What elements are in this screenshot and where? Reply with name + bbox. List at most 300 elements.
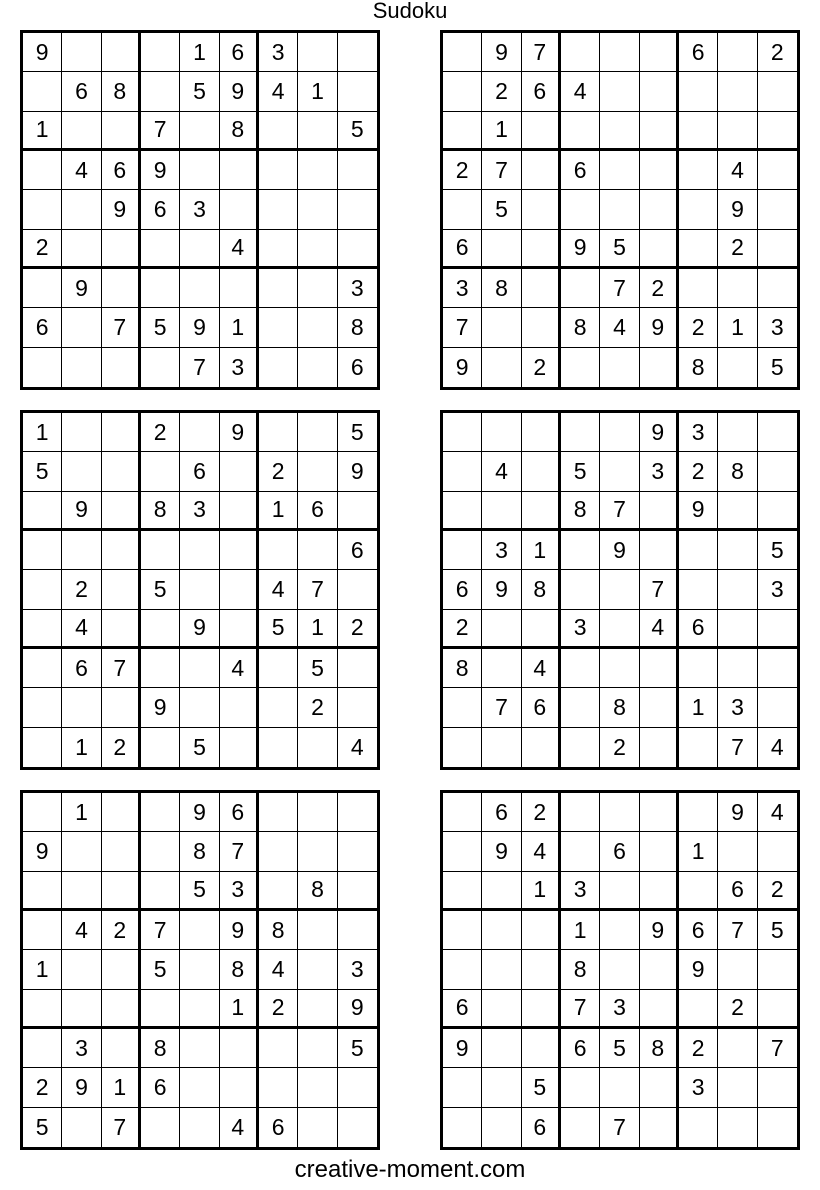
sudoku-cell[interactable]: 6 [679, 610, 718, 649]
sudoku-cell[interactable] [62, 872, 101, 911]
sudoku-cell[interactable] [679, 72, 718, 111]
sudoku-cell[interactable] [298, 230, 337, 269]
sudoku-cell[interactable]: 5 [600, 230, 639, 269]
sudoku-cell[interactable] [600, 793, 639, 832]
sudoku-cell[interactable]: 2 [338, 610, 377, 649]
sudoku-cell[interactable]: 8 [482, 269, 521, 308]
sudoku-cell[interactable] [180, 112, 219, 151]
sudoku-cell[interactable] [62, 990, 101, 1029]
sudoku-cell[interactable]: 1 [23, 413, 62, 452]
sudoku-cell[interactable] [482, 230, 521, 269]
sudoku-cell[interactable] [522, 452, 561, 491]
sudoku-cell[interactable] [522, 112, 561, 151]
sudoku-cell[interactable]: 8 [600, 688, 639, 727]
sudoku-cell[interactable] [679, 649, 718, 688]
sudoku-cell[interactable] [220, 728, 259, 767]
sudoku-cell[interactable] [338, 1068, 377, 1107]
sudoku-cell[interactable] [758, 990, 797, 1029]
sudoku-cell[interactable] [220, 452, 259, 491]
sudoku-cell[interactable] [102, 269, 141, 308]
sudoku-cell[interactable]: 9 [640, 911, 679, 950]
sudoku-cell[interactable] [522, 911, 561, 950]
sudoku-cell[interactable] [482, 413, 521, 452]
sudoku-cell[interactable] [62, 230, 101, 269]
sudoku-cell[interactable]: 6 [141, 190, 180, 229]
sudoku-cell[interactable] [180, 413, 219, 452]
sudoku-cell[interactable] [443, 452, 482, 491]
sudoku-cell[interactable]: 3 [220, 348, 259, 387]
sudoku-cell[interactable] [600, 610, 639, 649]
sudoku-cell[interactable]: 1 [259, 492, 298, 531]
sudoku-cell[interactable]: 7 [298, 570, 337, 609]
sudoku-cell[interactable] [220, 610, 259, 649]
sudoku-cell[interactable] [679, 990, 718, 1029]
sudoku-cell[interactable]: 5 [180, 872, 219, 911]
sudoku-cell[interactable] [522, 990, 561, 1029]
sudoku-cell[interactable] [482, 308, 521, 347]
sudoku-cell[interactable] [180, 230, 219, 269]
sudoku-cell[interactable]: 6 [298, 492, 337, 531]
sudoku-cell[interactable]: 1 [298, 610, 337, 649]
sudoku-cell[interactable] [259, 531, 298, 570]
sudoku-cell[interactable] [522, 492, 561, 531]
sudoku-cell[interactable]: 3 [561, 610, 600, 649]
sudoku-cell[interactable] [718, 1108, 757, 1147]
sudoku-cell[interactable] [259, 348, 298, 387]
sudoku-cell[interactable]: 5 [338, 413, 377, 452]
sudoku-cell[interactable]: 6 [259, 1108, 298, 1147]
sudoku-cell[interactable] [338, 230, 377, 269]
sudoku-cell[interactable]: 7 [443, 308, 482, 347]
sudoku-cell[interactable] [482, 872, 521, 911]
sudoku-cell[interactable]: 6 [180, 452, 219, 491]
sudoku-cell[interactable]: 6 [679, 911, 718, 950]
sudoku-cell[interactable]: 9 [443, 1029, 482, 1068]
sudoku-cell[interactable] [758, 190, 797, 229]
sudoku-cell[interactable] [259, 688, 298, 727]
sudoku-cell[interactable] [561, 112, 600, 151]
sudoku-cell[interactable] [679, 1108, 718, 1147]
sudoku-cell[interactable]: 6 [23, 308, 62, 347]
sudoku-cell[interactable] [298, 348, 337, 387]
sudoku-cell[interactable]: 6 [522, 688, 561, 727]
sudoku-cell[interactable] [141, 33, 180, 72]
sudoku-cell[interactable] [259, 872, 298, 911]
sudoku-cell[interactable] [298, 269, 337, 308]
sudoku-cell[interactable] [443, 112, 482, 151]
sudoku-cell[interactable] [718, 610, 757, 649]
sudoku-cell[interactable] [522, 269, 561, 308]
sudoku-cell[interactable]: 3 [338, 269, 377, 308]
sudoku-cell[interactable]: 8 [220, 112, 259, 151]
sudoku-cell[interactable]: 8 [561, 308, 600, 347]
sudoku-cell[interactable]: 2 [259, 990, 298, 1029]
sudoku-cell[interactable]: 5 [141, 308, 180, 347]
sudoku-cell[interactable]: 3 [561, 872, 600, 911]
sudoku-cell[interactable]: 1 [522, 872, 561, 911]
sudoku-cell[interactable]: 4 [522, 832, 561, 871]
sudoku-cell[interactable] [102, 610, 141, 649]
sudoku-cell[interactable] [758, 112, 797, 151]
sudoku-cell[interactable]: 2 [443, 151, 482, 190]
sudoku-cell[interactable] [561, 570, 600, 609]
sudoku-cell[interactable] [482, 348, 521, 387]
sudoku-cell[interactable]: 5 [141, 950, 180, 989]
sudoku-cell[interactable] [220, 190, 259, 229]
sudoku-cell[interactable] [758, 1108, 797, 1147]
sudoku-cell[interactable]: 2 [23, 1068, 62, 1107]
sudoku-cell[interactable] [180, 570, 219, 609]
sudoku-cell[interactable]: 7 [102, 1108, 141, 1147]
sudoku-cell[interactable]: 1 [679, 832, 718, 871]
sudoku-cell[interactable]: 9 [180, 610, 219, 649]
sudoku-cell[interactable] [298, 112, 337, 151]
sudoku-cell[interactable]: 6 [102, 151, 141, 190]
sudoku-cell[interactable] [679, 190, 718, 229]
sudoku-cell[interactable] [298, 33, 337, 72]
sudoku-cell[interactable] [561, 269, 600, 308]
sudoku-cell[interactable]: 2 [679, 308, 718, 347]
sudoku-cell[interactable]: 3 [259, 33, 298, 72]
sudoku-cell[interactable] [718, 649, 757, 688]
sudoku-cell[interactable] [62, 832, 101, 871]
sudoku-cell[interactable]: 9 [338, 452, 377, 491]
sudoku-cell[interactable]: 7 [220, 832, 259, 871]
sudoku-cell[interactable] [102, 112, 141, 151]
sudoku-cell[interactable] [180, 531, 219, 570]
sudoku-cell[interactable]: 1 [522, 531, 561, 570]
sudoku-cell[interactable]: 4 [62, 151, 101, 190]
sudoku-cell[interactable] [718, 269, 757, 308]
sudoku-cell[interactable] [62, 190, 101, 229]
sudoku-cell[interactable] [338, 832, 377, 871]
sudoku-cell[interactable] [23, 151, 62, 190]
sudoku-cell[interactable] [443, 492, 482, 531]
sudoku-cell[interactable]: 4 [758, 793, 797, 832]
sudoku-cell[interactable] [102, 348, 141, 387]
sudoku-cell[interactable] [443, 832, 482, 871]
sudoku-cell[interactable] [180, 649, 219, 688]
sudoku-cell[interactable]: 1 [679, 688, 718, 727]
sudoku-cell[interactable]: 2 [102, 911, 141, 950]
sudoku-cell[interactable]: 5 [180, 72, 219, 111]
sudoku-cell[interactable] [443, 728, 482, 767]
sudoku-cell[interactable]: 8 [259, 911, 298, 950]
sudoku-cell[interactable]: 7 [482, 688, 521, 727]
sudoku-cell[interactable]: 9 [679, 492, 718, 531]
sudoku-cell[interactable]: 4 [220, 649, 259, 688]
sudoku-cell[interactable]: 9 [561, 230, 600, 269]
sudoku-cell[interactable] [640, 531, 679, 570]
sudoku-cell[interactable] [220, 1068, 259, 1107]
sudoku-cell[interactable] [640, 1108, 679, 1147]
sudoku-cell[interactable] [141, 872, 180, 911]
sudoku-cell[interactable] [23, 190, 62, 229]
sudoku-cell[interactable] [141, 793, 180, 832]
sudoku-cell[interactable] [758, 950, 797, 989]
sudoku-cell[interactable] [718, 1029, 757, 1068]
sudoku-cell[interactable]: 7 [718, 728, 757, 767]
sudoku-cell[interactable]: 6 [443, 570, 482, 609]
sudoku-cell[interactable] [640, 190, 679, 229]
sudoku-cell[interactable] [443, 911, 482, 950]
sudoku-cell[interactable]: 9 [62, 269, 101, 308]
sudoku-cell[interactable] [600, 649, 639, 688]
sudoku-cell[interactable]: 9 [180, 793, 219, 832]
sudoku-cell[interactable] [640, 72, 679, 111]
sudoku-cell[interactable] [758, 832, 797, 871]
sudoku-cell[interactable] [62, 308, 101, 347]
sudoku-cell[interactable] [259, 413, 298, 452]
sudoku-cell[interactable] [718, 72, 757, 111]
sudoku-cell[interactable] [259, 269, 298, 308]
sudoku-cell[interactable]: 3 [679, 1068, 718, 1107]
sudoku-cell[interactable] [141, 610, 180, 649]
sudoku-cell[interactable] [23, 1029, 62, 1068]
sudoku-cell[interactable]: 7 [141, 911, 180, 950]
sudoku-cell[interactable]: 1 [23, 950, 62, 989]
sudoku-cell[interactable] [522, 190, 561, 229]
sudoku-cell[interactable]: 9 [718, 190, 757, 229]
sudoku-cell[interactable] [679, 793, 718, 832]
sudoku-cell[interactable] [561, 728, 600, 767]
sudoku-cell[interactable]: 4 [62, 911, 101, 950]
sudoku-cell[interactable] [482, 950, 521, 989]
sudoku-cell[interactable] [640, 728, 679, 767]
sudoku-cell[interactable] [23, 570, 62, 609]
sudoku-cell[interactable] [718, 413, 757, 452]
sudoku-cell[interactable]: 8 [522, 570, 561, 609]
sudoku-cell[interactable]: 4 [482, 452, 521, 491]
sudoku-cell[interactable]: 3 [338, 950, 377, 989]
sudoku-cell[interactable]: 7 [600, 492, 639, 531]
sudoku-cell[interactable]: 4 [259, 570, 298, 609]
sudoku-cell[interactable] [338, 72, 377, 111]
sudoku-cell[interactable] [758, 452, 797, 491]
sudoku-cell[interactable] [23, 793, 62, 832]
sudoku-cell[interactable]: 5 [600, 1029, 639, 1068]
sudoku-cell[interactable]: 8 [679, 348, 718, 387]
sudoku-cell[interactable] [640, 832, 679, 871]
sudoku-cell[interactable]: 4 [350, 733, 364, 760]
sudoku-cell[interactable] [102, 688, 141, 727]
sudoku-cell[interactable] [482, 728, 521, 767]
sudoku-cell[interactable] [443, 72, 482, 111]
sudoku-cell[interactable]: 6 [443, 990, 482, 1029]
sudoku-cell[interactable]: 3 [600, 990, 639, 1029]
sudoku-cell[interactable] [23, 269, 62, 308]
sudoku-cell[interactable] [259, 308, 298, 347]
sudoku-cell[interactable] [679, 151, 718, 190]
sudoku-cell[interactable]: 9 [62, 492, 101, 531]
sudoku-cell[interactable]: 1 [561, 911, 600, 950]
sudoku-cell[interactable] [443, 1108, 482, 1147]
sudoku-cell[interactable] [758, 649, 797, 688]
sudoku-cell[interactable]: 9 [141, 151, 180, 190]
sudoku-cell[interactable]: 8 [141, 1029, 180, 1068]
sudoku-cell[interactable] [718, 1068, 757, 1107]
sudoku-cell[interactable] [482, 911, 521, 950]
sudoku-cell[interactable]: 1 [62, 793, 101, 832]
sudoku-cell[interactable]: 6 [679, 33, 718, 72]
sudoku-cell[interactable] [220, 688, 259, 727]
sudoku-cell[interactable] [259, 230, 298, 269]
sudoku-cell[interactable]: 2 [141, 413, 180, 452]
sudoku-cell[interactable] [758, 72, 797, 111]
sudoku-cell[interactable] [180, 151, 219, 190]
sudoku-cell[interactable] [443, 33, 482, 72]
sudoku-cell[interactable] [640, 348, 679, 387]
sudoku-cell[interactable] [561, 531, 600, 570]
sudoku-cell[interactable] [758, 610, 797, 649]
sudoku-cell[interactable] [298, 832, 337, 871]
sudoku-cell[interactable]: 5 [758, 531, 797, 570]
sudoku-cell[interactable] [338, 872, 377, 911]
sudoku-cell[interactable]: 8 [298, 872, 337, 911]
sudoku-cell[interactable]: 4 [561, 72, 600, 111]
sudoku-cell[interactable]: 2 [600, 728, 639, 767]
sudoku-cell[interactable] [561, 832, 600, 871]
sudoku-cell[interactable] [180, 1108, 219, 1147]
sudoku-cell[interactable]: 5 [298, 649, 337, 688]
sudoku-cell[interactable] [640, 230, 679, 269]
sudoku-cell[interactable] [259, 793, 298, 832]
sudoku-cell[interactable] [259, 151, 298, 190]
sudoku-cell[interactable] [298, 1029, 337, 1068]
sudoku-cell[interactable] [180, 990, 219, 1029]
sudoku-cell[interactable] [640, 793, 679, 832]
sudoku-cell[interactable]: 6 [482, 793, 521, 832]
sudoku-cell[interactable] [522, 151, 561, 190]
sudoku-cell[interactable] [640, 649, 679, 688]
sudoku-cell[interactable] [522, 610, 561, 649]
sudoku-cell[interactable]: 2 [298, 688, 337, 727]
sudoku-cell[interactable] [141, 348, 180, 387]
sudoku-cell[interactable] [220, 531, 259, 570]
sudoku-cell[interactable]: 1 [718, 308, 757, 347]
sudoku-cell[interactable]: 7 [102, 308, 141, 347]
sudoku-cell[interactable] [561, 649, 600, 688]
sudoku-cell[interactable] [600, 452, 639, 491]
sudoku-cell[interactable] [298, 308, 337, 347]
sudoku-cell[interactable]: 9 [220, 72, 259, 111]
sudoku-cell[interactable] [482, 649, 521, 688]
sudoku-cell[interactable] [718, 33, 757, 72]
sudoku-cell[interactable]: 9 [718, 793, 757, 832]
sudoku-cell[interactable]: 2 [758, 872, 797, 911]
sudoku-cell[interactable]: 4 [770, 733, 784, 760]
sudoku-cell[interactable] [718, 112, 757, 151]
sudoku-cell[interactable] [758, 151, 797, 190]
sudoku-cell[interactable]: 9 [482, 33, 521, 72]
sudoku-cell[interactable] [600, 151, 639, 190]
sudoku-cell[interactable] [298, 911, 337, 950]
sudoku-cell[interactable]: 9 [640, 413, 679, 452]
sudoku-cell[interactable] [758, 413, 797, 452]
sudoku-cell[interactable] [482, 1029, 521, 1068]
sudoku-cell[interactable] [679, 728, 718, 767]
sudoku-cell[interactable] [758, 492, 797, 531]
sudoku-cell[interactable] [102, 950, 141, 989]
sudoku-cell[interactable] [62, 33, 101, 72]
sudoku-cell[interactable] [298, 1068, 337, 1107]
sudoku-cell[interactable] [102, 531, 141, 570]
sudoku-cell[interactable]: 7 [640, 570, 679, 609]
sudoku-cell[interactable] [443, 793, 482, 832]
sudoku-cell[interactable] [561, 190, 600, 229]
sudoku-cell[interactable] [338, 492, 377, 531]
sudoku-cell[interactable] [23, 348, 62, 387]
sudoku-cell[interactable]: 2 [23, 230, 62, 269]
sudoku-cell[interactable] [141, 990, 180, 1029]
sudoku-cell[interactable]: 6 [561, 1029, 600, 1068]
sudoku-cell[interactable] [679, 872, 718, 911]
sudoku-cell[interactable] [62, 1108, 101, 1147]
sudoku-cell[interactable] [298, 1108, 337, 1147]
sudoku-cell[interactable] [443, 413, 482, 452]
sudoku-cell[interactable] [679, 230, 718, 269]
sudoku-cell[interactable]: 2 [718, 990, 757, 1029]
sudoku-cell[interactable] [600, 950, 639, 989]
sudoku-cell[interactable]: 3 [718, 688, 757, 727]
sudoku-cell[interactable]: 1 [23, 112, 62, 151]
sudoku-cell[interactable] [338, 190, 377, 229]
sudoku-cell[interactable]: 8 [141, 492, 180, 531]
sudoku-cell[interactable]: 9 [220, 911, 259, 950]
sudoku-cell[interactable]: 8 [102, 72, 141, 111]
sudoku-cell[interactable]: 5 [259, 610, 298, 649]
sudoku-cell[interactable] [220, 492, 259, 531]
sudoku-cell[interactable] [180, 688, 219, 727]
sudoku-cell[interactable] [640, 872, 679, 911]
sudoku-cell[interactable] [298, 151, 337, 190]
sudoku-cell[interactable] [522, 230, 561, 269]
sudoku-cell[interactable]: 2 [482, 72, 521, 111]
sudoku-cell[interactable]: 8 [718, 452, 757, 491]
sudoku-cell[interactable] [561, 1068, 600, 1107]
sudoku-cell[interactable] [522, 308, 561, 347]
sudoku-cell[interactable] [758, 230, 797, 269]
sudoku-cell[interactable] [298, 793, 337, 832]
sudoku-cell[interactable] [62, 688, 101, 727]
sudoku-cell[interactable]: 6 [443, 230, 482, 269]
sudoku-cell[interactable]: 2 [102, 728, 141, 767]
sudoku-cell[interactable]: 5 [338, 1029, 377, 1068]
sudoku-cell[interactable] [338, 911, 377, 950]
sudoku-cell[interactable]: 9 [640, 308, 679, 347]
sudoku-cell[interactable] [561, 1108, 600, 1147]
sudoku-cell[interactable]: 5 [522, 1068, 561, 1107]
sudoku-cell[interactable] [102, 1029, 141, 1068]
sudoku-cell[interactable]: 9 [62, 1068, 101, 1107]
sudoku-cell[interactable]: 3 [443, 269, 482, 308]
sudoku-cell[interactable]: 8 [640, 1029, 679, 1068]
sudoku-cell[interactable] [102, 570, 141, 609]
sudoku-cell[interactable] [23, 492, 62, 531]
sudoku-cell[interactable]: 4 [259, 950, 298, 989]
sudoku-cell[interactable] [298, 190, 337, 229]
sudoku-cell[interactable] [600, 413, 639, 452]
sudoku-cell[interactable] [718, 531, 757, 570]
sudoku-cell[interactable] [180, 950, 219, 989]
sudoku-cell[interactable]: 2 [679, 452, 718, 491]
sudoku-cell[interactable] [23, 990, 62, 1029]
sudoku-cell[interactable] [180, 269, 219, 308]
sudoku-cell[interactable]: 7 [102, 649, 141, 688]
sudoku-cell[interactable] [141, 269, 180, 308]
sudoku-cell[interactable] [23, 531, 62, 570]
sudoku-cell[interactable] [259, 1029, 298, 1068]
